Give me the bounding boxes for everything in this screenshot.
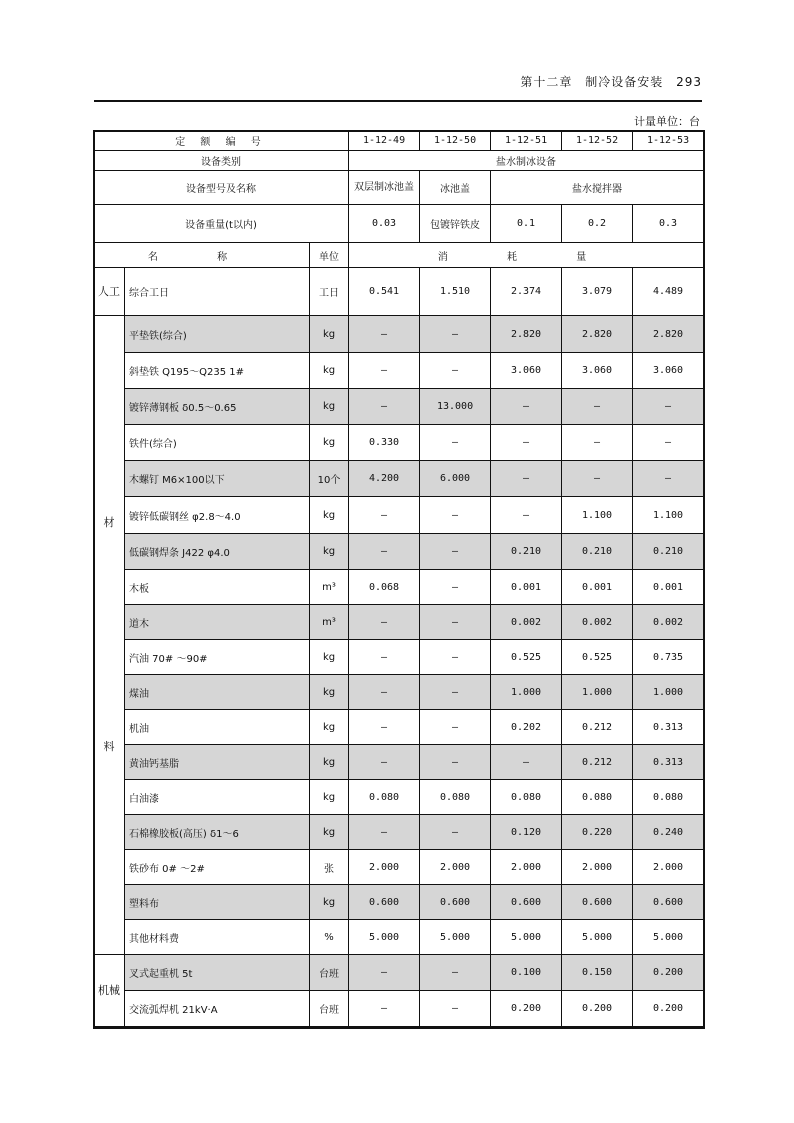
- item-value: 4.489: [633, 268, 704, 316]
- item-value: 1.000: [633, 675, 704, 710]
- section-title: 制冷设备安装: [585, 75, 664, 89]
- item-value: 0.240: [633, 815, 704, 850]
- item-value: —: [420, 570, 491, 605]
- item-value: 5.000: [491, 920, 562, 955]
- item-unit: kg: [310, 353, 349, 389]
- item-value: 0.210: [491, 534, 562, 570]
- item-value: 0.068: [349, 570, 420, 605]
- table-row: [94, 991, 704, 1027]
- model-cell: 盐水搅拌器: [491, 171, 704, 205]
- item-value: 0.212: [562, 710, 633, 745]
- item-value: 0.202: [491, 710, 562, 745]
- table-row: [94, 780, 704, 815]
- weight-label: 设备重量(t以内): [94, 205, 349, 243]
- item-value: 0.210: [633, 534, 704, 570]
- item-unit: kg: [310, 534, 349, 570]
- item-value: —: [562, 461, 633, 497]
- item-value: —: [349, 534, 420, 570]
- item-value: 2.000: [562, 850, 633, 885]
- item-unit: m³: [310, 570, 349, 605]
- item-value: —: [349, 991, 420, 1027]
- weight-cell: 0.3: [633, 205, 704, 243]
- name-column-header: 名 称: [94, 243, 310, 268]
- table-row: [94, 461, 704, 497]
- code-cell: 1-12-51: [491, 131, 562, 151]
- header-rule: [94, 100, 702, 102]
- item-value: 0.600: [420, 885, 491, 920]
- item-unit: kg: [310, 425, 349, 461]
- item-value: 2.820: [562, 316, 633, 353]
- item-value: 1.000: [491, 675, 562, 710]
- page-number: 293: [676, 75, 702, 89]
- item-value: —: [420, 605, 491, 640]
- item-value: 0.080: [420, 780, 491, 815]
- item-unit: kg: [310, 675, 349, 710]
- table-row: [94, 534, 704, 570]
- item-value: —: [420, 425, 491, 461]
- item-value: —: [633, 425, 704, 461]
- item-unit: m³: [310, 605, 349, 640]
- item-name: 叉式起重机 5t: [125, 955, 310, 991]
- item-value: 0.080: [491, 780, 562, 815]
- item-value: —: [349, 955, 420, 991]
- item-value: 2.000: [349, 850, 420, 885]
- item-value: —: [562, 389, 633, 425]
- item-value: 5.000: [633, 920, 704, 955]
- table-row: [94, 710, 704, 745]
- item-value: —: [562, 425, 633, 461]
- item-value: —: [420, 316, 491, 353]
- item-value: 0.002: [491, 605, 562, 640]
- item-value: —: [349, 675, 420, 710]
- weight-cell: 0.1: [491, 205, 562, 243]
- item-value: 3.060: [491, 353, 562, 389]
- item-name: 铁砂布 0# ～2#: [125, 850, 310, 885]
- item-name: 铁件(综合): [125, 425, 310, 461]
- item-unit: kg: [310, 885, 349, 920]
- item-value: 2.000: [491, 850, 562, 885]
- group-label-labor: 人工: [94, 268, 125, 316]
- item-value: —: [349, 745, 420, 780]
- item-value: —: [420, 991, 491, 1027]
- code-label: 定 额 编 号: [94, 131, 349, 151]
- consumption-column-header: 消 耗 量: [349, 243, 704, 268]
- item-value: 4.200: [349, 461, 420, 497]
- table-row: [94, 640, 704, 675]
- item-value: —: [491, 461, 562, 497]
- table-row: [94, 675, 704, 710]
- table-row: [94, 955, 704, 991]
- item-value: 0.313: [633, 745, 704, 780]
- item-name: 斜垫铁 Q195～Q235 1#: [125, 353, 310, 389]
- weight-cell: 0.03: [349, 205, 420, 243]
- item-value: 0.210: [562, 534, 633, 570]
- item-value: —: [349, 497, 420, 534]
- item-unit: kg: [310, 316, 349, 353]
- page-header: [512, 73, 702, 90]
- group-label-materials: [94, 316, 125, 955]
- item-value: —: [491, 425, 562, 461]
- item-value: 0.080: [633, 780, 704, 815]
- table-row: [94, 605, 704, 640]
- code-cell: 1-12-53: [633, 131, 704, 151]
- item-value: —: [420, 815, 491, 850]
- item-name: 道木: [125, 605, 310, 640]
- item-value: —: [420, 640, 491, 675]
- item-value: 0.080: [562, 780, 633, 815]
- model-cell: 双层制冰池盖: [349, 171, 420, 205]
- item-unit: %: [310, 920, 349, 955]
- table-row: [94, 389, 704, 425]
- item-value: 2.000: [633, 850, 704, 885]
- item-value: —: [349, 815, 420, 850]
- table-row: [94, 850, 704, 885]
- item-unit: kg: [310, 389, 349, 425]
- table-row: [94, 815, 704, 850]
- item-value: —: [420, 353, 491, 389]
- item-value: 5.000: [562, 920, 633, 955]
- item-name: 镀锌低碳钢丝 φ2.8～4.0: [125, 497, 310, 534]
- chapter-label: 第十二章: [520, 75, 573, 89]
- item-value: 2.820: [633, 316, 704, 353]
- item-value: 0.002: [633, 605, 704, 640]
- item-value: 0.525: [562, 640, 633, 675]
- quota-table: [93, 130, 704, 1027]
- item-unit: kg: [310, 640, 349, 675]
- group-label-machines: 机械: [94, 955, 125, 1027]
- item-value: 1.100: [562, 497, 633, 534]
- item-value: 0.735: [633, 640, 704, 675]
- table-row: [94, 316, 704, 353]
- item-name: 平垫铁(综合): [125, 316, 310, 353]
- item-name: 石棉橡胶板(高压) δ1～6: [125, 815, 310, 850]
- item-value: 0.541: [349, 268, 420, 316]
- code-cell: 1-12-49: [349, 131, 420, 151]
- table-row: [94, 885, 704, 920]
- item-name: 汽油 70# ～90#: [125, 640, 310, 675]
- item-name: 煤油: [125, 675, 310, 710]
- item-name: 其他材料费: [125, 920, 310, 955]
- weight-cell: 包镀锌铁皮: [420, 205, 491, 243]
- table-row: [94, 745, 704, 780]
- weight-cell: 0.2: [562, 205, 633, 243]
- code-cell: 1-12-52: [562, 131, 633, 151]
- item-value: 0.002: [562, 605, 633, 640]
- item-unit: 台班: [310, 955, 349, 991]
- item-value: —: [349, 316, 420, 353]
- item-value: —: [420, 745, 491, 780]
- table-row: [94, 920, 704, 955]
- item-name: 综合工日: [125, 268, 310, 316]
- item-name: 低碳钢焊条 J422 φ4.0: [125, 534, 310, 570]
- item-value: 2.374: [491, 268, 562, 316]
- item-value: —: [349, 353, 420, 389]
- item-value: 3.060: [562, 353, 633, 389]
- item-unit: kg: [310, 815, 349, 850]
- item-name: 黄油钙基脂: [125, 745, 310, 780]
- item-unit: 10个: [310, 461, 349, 497]
- item-value: 0.200: [491, 991, 562, 1027]
- item-value: 0.600: [562, 885, 633, 920]
- item-value: —: [349, 605, 420, 640]
- item-value: 0.600: [633, 885, 704, 920]
- item-value: 2.000: [420, 850, 491, 885]
- item-value: 0.080: [349, 780, 420, 815]
- item-value: —: [633, 389, 704, 425]
- code-cell: 1-12-50: [420, 131, 491, 151]
- item-value: 0.200: [562, 991, 633, 1027]
- item-value: 0.001: [491, 570, 562, 605]
- item-value: 0.200: [633, 955, 704, 991]
- item-value: 3.079: [562, 268, 633, 316]
- item-value: 0.120: [491, 815, 562, 850]
- item-value: 5.000: [420, 920, 491, 955]
- item-value: 1.000: [562, 675, 633, 710]
- item-value: 0.600: [349, 885, 420, 920]
- item-value: —: [491, 745, 562, 780]
- item-value: 0.525: [491, 640, 562, 675]
- item-name: 交流弧焊机 21kV·A: [125, 991, 310, 1027]
- item-name: 木板: [125, 570, 310, 605]
- item-value: 0.001: [562, 570, 633, 605]
- category-value: 盐水制冰设备: [349, 151, 704, 171]
- item-value: 0.150: [562, 955, 633, 991]
- model-label: 设备型号及名称: [94, 171, 349, 205]
- item-name: 镀锌薄钢板 δ0.5～0.65: [125, 389, 310, 425]
- item-value: 13.000: [420, 389, 491, 425]
- item-value: 0.330: [349, 425, 420, 461]
- unit-label: 计量单位：台: [634, 115, 700, 128]
- item-value: —: [420, 534, 491, 570]
- table-row: [94, 570, 704, 605]
- group-label-materials-bottom: 料: [103, 740, 115, 753]
- item-unit: 工日: [310, 268, 349, 316]
- item-value: 0.212: [562, 745, 633, 780]
- item-value: 0.313: [633, 710, 704, 745]
- item-unit: 台班: [310, 991, 349, 1027]
- item-value: —: [491, 497, 562, 534]
- item-value: 0.100: [491, 955, 562, 991]
- item-unit: kg: [310, 710, 349, 745]
- item-value: 0.600: [491, 885, 562, 920]
- table-row: [94, 425, 704, 461]
- group-label-materials-top: 材: [103, 516, 115, 529]
- table-row: [94, 353, 704, 389]
- item-value: 1.100: [633, 497, 704, 534]
- item-value: —: [491, 389, 562, 425]
- item-value: —: [633, 461, 704, 497]
- item-value: —: [349, 389, 420, 425]
- item-value: 0.200: [633, 991, 704, 1027]
- item-value: 5.000: [349, 920, 420, 955]
- item-value: —: [349, 710, 420, 745]
- item-value: 1.510: [420, 268, 491, 316]
- item-value: —: [420, 497, 491, 534]
- item-unit: kg: [310, 745, 349, 780]
- unit-column-header: 单位: [310, 243, 349, 268]
- item-value: —: [420, 955, 491, 991]
- item-name: 白油漆: [125, 780, 310, 815]
- item-unit: 张: [310, 850, 349, 885]
- item-value: —: [420, 675, 491, 710]
- item-value: 3.060: [633, 353, 704, 389]
- item-unit: kg: [310, 497, 349, 534]
- item-name: 木螺钉 M6×100以下: [125, 461, 310, 497]
- item-value: 2.820: [491, 316, 562, 353]
- item-name: 机油: [125, 710, 310, 745]
- category-label: 设备类别: [94, 151, 349, 171]
- model-cell: 冰池盖: [420, 171, 491, 205]
- item-value: —: [420, 710, 491, 745]
- item-value: —: [349, 640, 420, 675]
- item-value: 0.220: [562, 815, 633, 850]
- item-value: 0.001: [633, 570, 704, 605]
- item-value: 6.000: [420, 461, 491, 497]
- table-row: [94, 497, 704, 534]
- item-name: 塑料布: [125, 885, 310, 920]
- item-unit: kg: [310, 780, 349, 815]
